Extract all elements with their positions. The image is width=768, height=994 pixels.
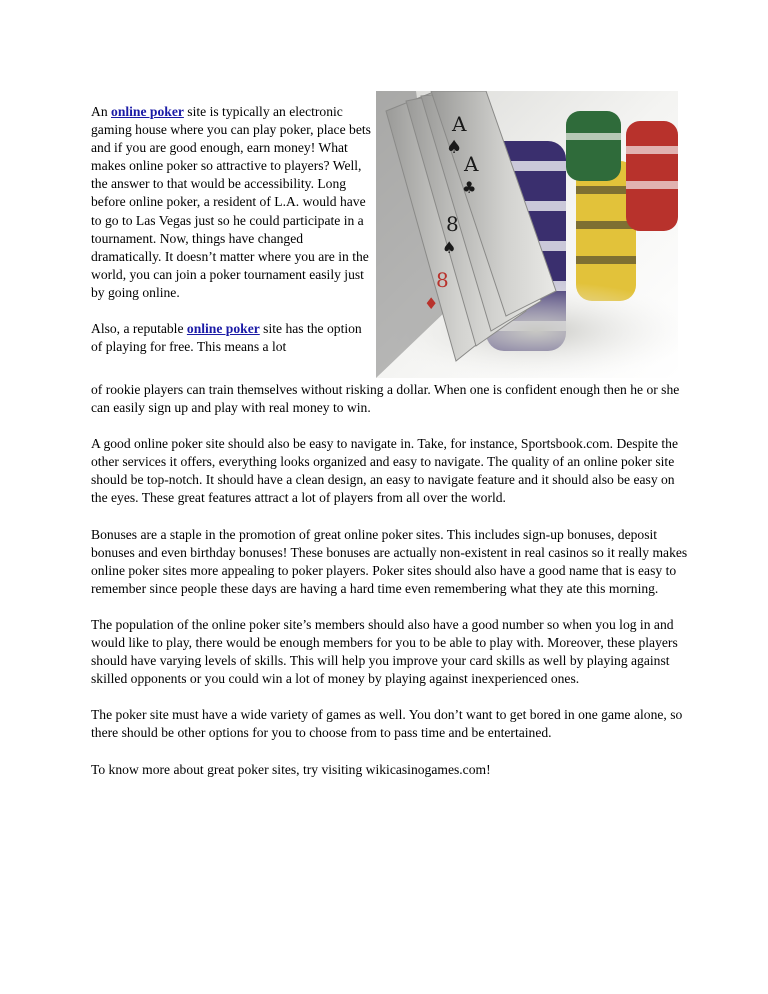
svg-text:♣: ♣ bbox=[462, 178, 477, 197]
svg-text:8: 8 bbox=[436, 268, 449, 292]
paragraph-members: The population of the online poker site’s members should also have a good number so when you log in and would like to play, there would be enough members for you to be able to play with. Moreover, these players should have varying levels of skills. This will help you improve your card skills as well by playing against skilled opponents or you could win a lot of money by playing against inexperienced ones. bbox=[91, 616, 678, 687]
wrapped-text-block bbox=[91, 103, 373, 356]
online-poker-link-2[interactable]: online poker bbox=[186, 321, 260, 337]
chip-stack-green bbox=[566, 111, 621, 181]
online-poker-link-1[interactable]: online poker bbox=[111, 104, 184, 119]
svg-text:8: 8 bbox=[446, 212, 459, 236]
main-text-block bbox=[91, 381, 691, 779]
paragraph-free-play-continued: of rookie players can train themselves without risking a dollar. When one is confident enough then he or she can easily sign up and play with real money to win. bbox=[91, 382, 680, 416]
paragraph-intro: An online poker site is typically an electronic gaming house where you can play poker, place bets and if you are good enough, earn money! What makes online poker so attractive to players? Well, the answer to that would be accessibility. Long before online poker, a resident of L.A. would have to go to Las Vegas just so he could participate in a tournament. Now, things have changed dramatically. It doesn’t matter where you are in the world, you can join a poker tournament easily just by going online. bbox=[91, 104, 371, 300]
svg-text:A: A bbox=[452, 112, 467, 136]
paragraph-free-play-start: Also, a reputable online poker site has the option of playing for free. This means a lot bbox=[91, 321, 362, 355]
paragraph-closing: To know more about great poker sites, try visiting wikicasinogames.com! bbox=[91, 761, 491, 777]
paragraph-games-variety: The poker site must have a wide variety of games as well. You don’t want to get bored in one game alone, so there should be other options for you to choose from to pass time and be entertained. bbox=[91, 707, 683, 741]
svg-text:♠: ♠ bbox=[442, 238, 457, 257]
poker-cards-chips-photo bbox=[376, 91, 678, 378]
svg-text:♠: ♠ bbox=[446, 137, 463, 158]
svg-text:♦: ♦ bbox=[424, 294, 439, 313]
paragraph-bonuses: Bonuses are a staple in the promotion of great online poker sites. This includes sign-up bonuses, deposit bonuses and even birthday bonuses! These bonuses are actually non-existent in real casinos so it really makes online poker sites more appealing to poker players. Poker sites should also have a good name that is easy to remember since people these days are having a hard time even remembering what they ate this morning. bbox=[91, 526, 688, 596]
chip-stack-red bbox=[626, 121, 678, 231]
svg-text:A: A bbox=[464, 152, 479, 176]
paragraph-navigation: A good online poker site should also be easy to navigate in. Take, for instance, Sportsbook.com. Despite the other services it offers, everything looks organized and easy to navigate. The quality of an online poker site should be top-notch. It should have a clean design, an easy to navigate feature and it should also be easy on the eyes. These great features attract a lot of players from all over the world. bbox=[91, 436, 678, 506]
